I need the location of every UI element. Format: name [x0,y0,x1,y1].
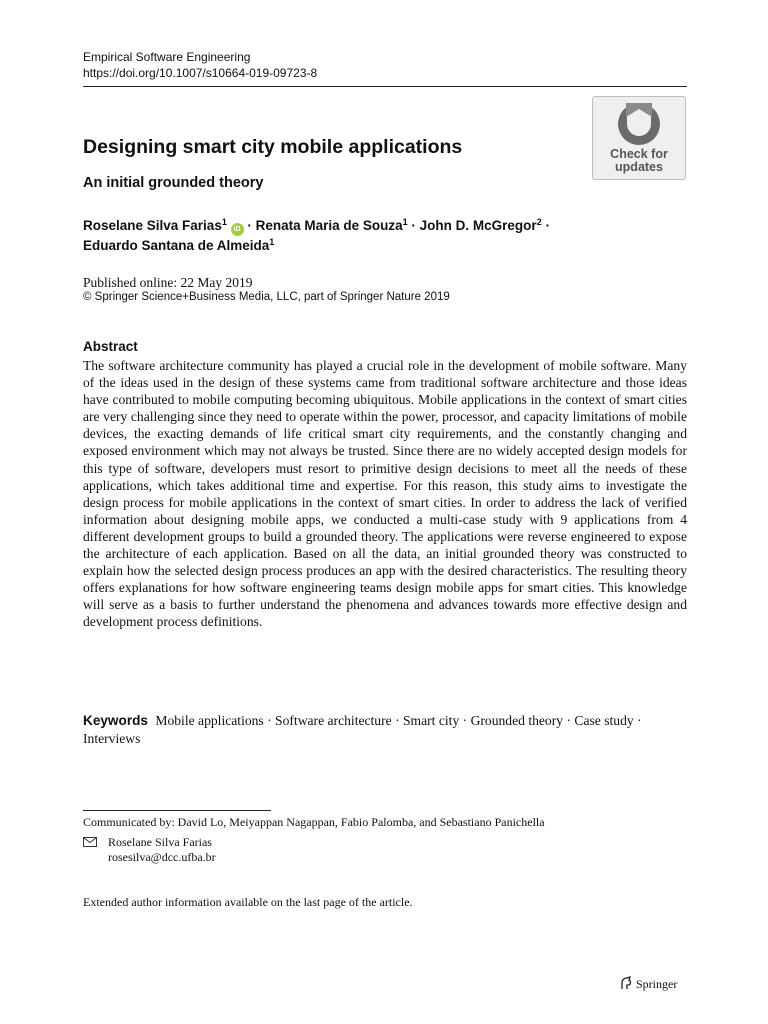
author-name[interactable]: Renata Maria de Souza [255,218,403,233]
contact-name: Roselane Silva Farias [108,835,212,849]
author-list: Roselane Silva Farias$^1$ iD · Renata Maria de Souza$^1$ · John D. McGregor$^2$ · Eduardo Santana de Almeida$^1$ [83,217,550,253]
contact-email[interactable]: rosesilva@dcc.ufba.br [108,850,216,864]
envelope-icon [83,837,97,847]
corresponding-author [83,835,216,865]
journal-name: Empirical Software Engineering [83,50,251,64]
abstract-text: The software architecture community has played a crucial role in the development of mobile software. Many of the ideas used in the design of these systems came from traditional software architecture and those ideas have contributed to mobile computing becoming ubiquitous. Mobile applications in the context of smart cities are very challenging since they need to operate within the power, processor, and capacity limitations of mobile devices, the exacting demands of life critical smart city requirements, and the constantly changing and exposed environment which may not always be trusted. Since there are no widely accepted design models for this type of software, developers must resort to primitive design decisions to meet all the needs of these applications, which takes additional time and expertise. For this reason, this study aims to investigate the design process for mobile applications in the context of smart cities. In order to address the lack of verified information about designing mobile apps, we conducted a multi-case study with 9 applications from 4 different development groups to build a grounded theory. The applications were reverse engineered to expose the architecture of each application. Based on all the data, an initial grounded theory was constructed to explain how the selected design process produces an app with the desired characteristics. The resulting theory offers explanations for how software engineering teams design mobile apps for smart cities. This knowledge will serve as a basis to further understand the phenomena and advances towards more effective design and development process definitions. [83,358,687,630]
springer-horse-icon [619,976,633,990]
paper-title: Designing smart city mobile applications [83,136,463,158]
check-for-updates-badge[interactable] [592,96,686,180]
footnote-rule [83,810,271,811]
affiliation-mark: 1 [402,217,408,227]
keywords-section [83,712,687,748]
check-updates-label: Check for updates [610,147,668,174]
abstract-heading: Abstract [83,339,138,354]
affiliation-mark: 2 [536,217,542,227]
journal-header [83,49,317,81]
affiliation-mark: 1 [221,217,227,227]
copyright-notice: © Springer Science+Business Media, LLC, part of Springer Nature 2019 [83,291,450,303]
paper-subtitle: An initial grounded theory [83,175,264,191]
publisher-name: Springer [636,977,678,991]
header-rule [83,86,687,87]
extended-author-info: Extended author information available on the last page of the article. [83,895,413,909]
keywords-list: Mobile applications · Software architecture · Smart city · Grounded theory · Case study · Interviews [83,713,642,746]
publisher-logo [619,976,677,992]
doi-link[interactable]: https://doi.org/10.1007/s10664-019-09723-8 [83,66,318,80]
orcid-icon[interactable]: iD [231,223,244,236]
communicated-by: Communicated by: David Lo, Meiyappan Nagappan, Fabio Palomba, and Sebastiano Panichella [83,815,545,829]
author-name[interactable]: Roselane Silva Farias [83,218,222,233]
check-updates-icon [593,99,685,149]
keywords-heading: Keywords [83,713,148,728]
affiliation-mark: 1 [269,237,275,247]
author-name[interactable]: John D. McGregor [419,218,537,233]
author-name[interactable]: Eduardo Santana de Almeida [83,238,270,253]
published-date: Published online: 22 May 2019 [83,275,253,290]
